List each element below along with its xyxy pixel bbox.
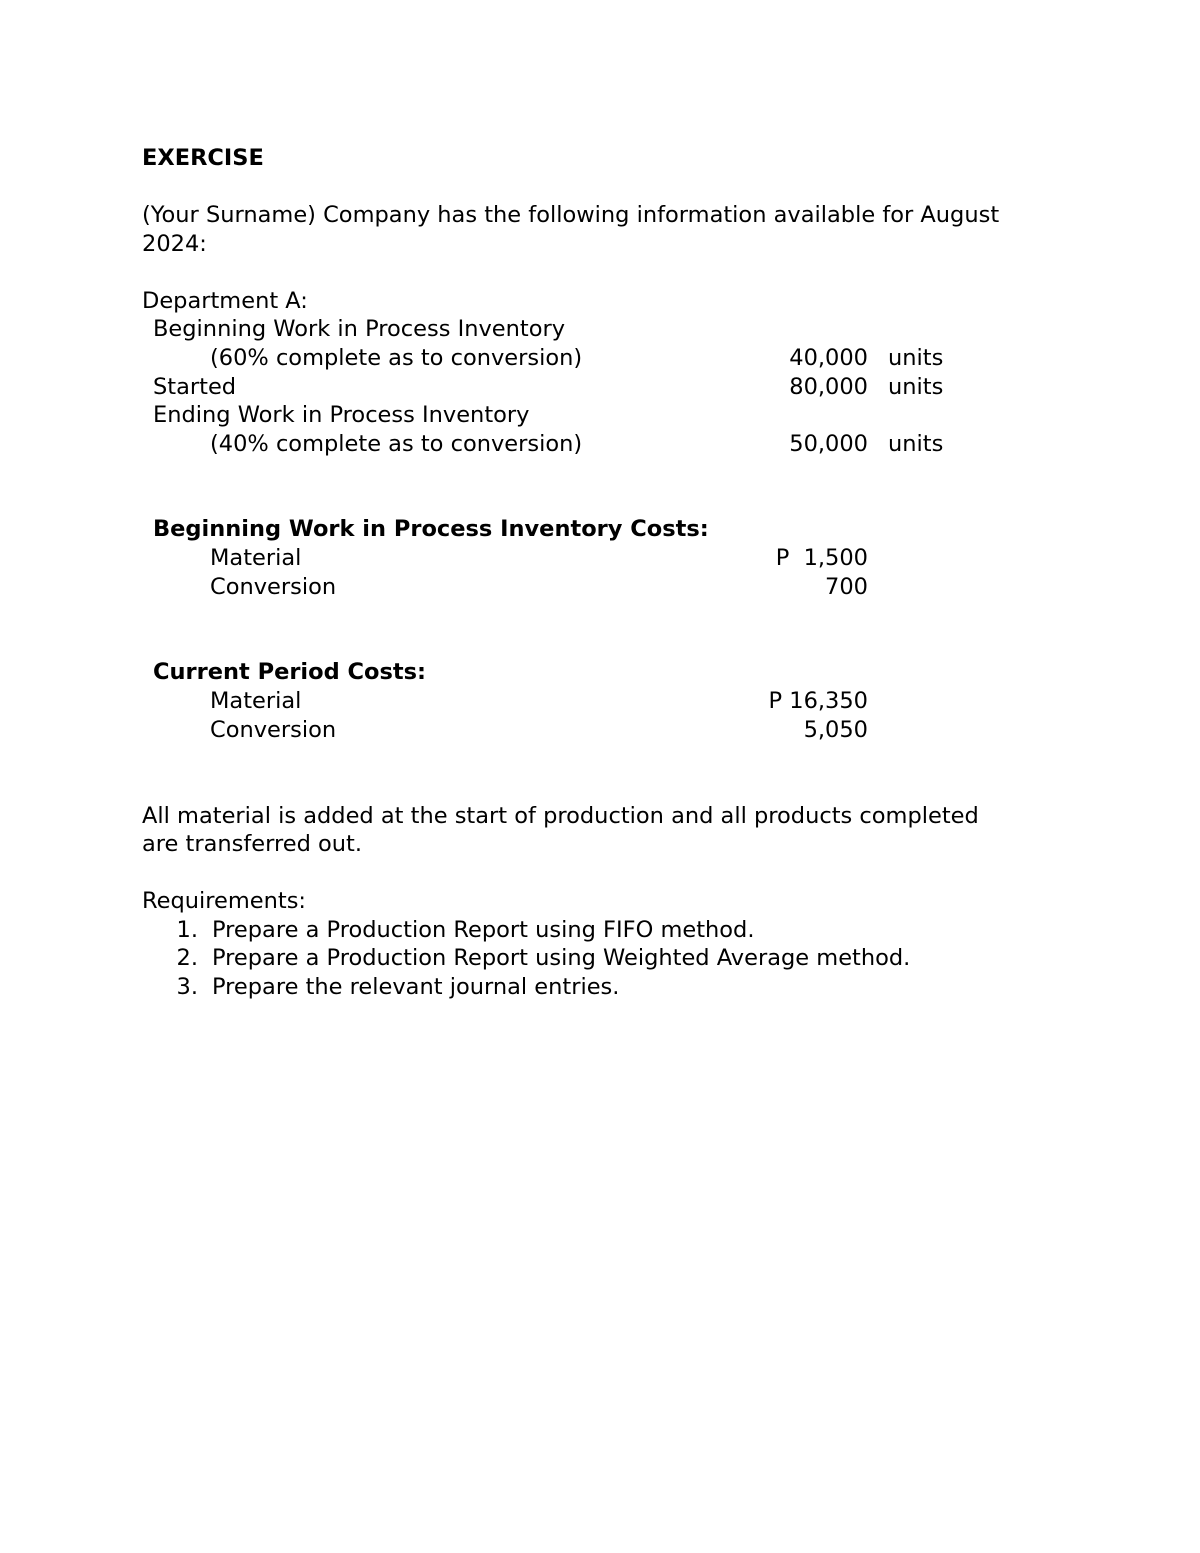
ending-wip-detail: (40% complete as to conversion) bbox=[210, 431, 583, 457]
current-conversion-value: 5,050 bbox=[803, 717, 868, 743]
exercise-title: EXERCISE bbox=[142, 145, 264, 171]
beginning-wip-detail: (60% complete as to conversion) bbox=[210, 345, 583, 371]
ending-wip-units-value: 50,000 bbox=[789, 431, 868, 457]
note-line-1: All material is added at the start of production and all products completed bbox=[142, 803, 979, 829]
beginning-conversion-value: 700 bbox=[825, 574, 868, 600]
requirement-number: 3. bbox=[176, 974, 198, 1000]
intro-line-1: (Your Surname) Company has the following information available for August bbox=[142, 202, 1000, 228]
ending-wip-label: Ending Work in Process Inventory bbox=[153, 402, 530, 428]
intro-line-2: 2024: bbox=[142, 231, 207, 257]
current-costs-heading: Current Period Costs: bbox=[153, 659, 427, 685]
requirement-number: 1. bbox=[176, 917, 198, 943]
requirement-text: Prepare a Production Report using Weighted Average method. bbox=[212, 945, 911, 971]
note-line-2: are transferred out. bbox=[142, 831, 363, 857]
ending-wip-units-word: units bbox=[888, 431, 944, 457]
started-units-word: units bbox=[888, 374, 944, 400]
requirement-text: Prepare the relevant journal entries. bbox=[212, 974, 620, 1000]
beginning-wip-units-value: 40,000 bbox=[789, 345, 868, 371]
current-material-label: Material bbox=[210, 688, 302, 714]
current-material-value: P 16,350 bbox=[768, 688, 868, 714]
beginning-conversion-label: Conversion bbox=[210, 574, 337, 600]
started-units-value: 80,000 bbox=[789, 374, 868, 400]
requirement-text: Prepare a Production Report using FIFO method. bbox=[212, 917, 755, 943]
beginning-material-value: P 1,500 bbox=[775, 545, 868, 571]
beginning-costs-heading: Beginning Work in Process Inventory Costs: bbox=[153, 516, 709, 542]
requirement-number: 2. bbox=[176, 945, 198, 971]
beginning-wip-label: Beginning Work in Process Inventory bbox=[153, 316, 566, 342]
department-label: Department A: bbox=[142, 288, 308, 314]
beginning-wip-units-word: units bbox=[888, 345, 944, 371]
current-conversion-label: Conversion bbox=[210, 717, 337, 743]
started-label: Started bbox=[153, 374, 237, 400]
beginning-material-label: Material bbox=[210, 545, 302, 571]
requirements-heading: Requirements: bbox=[142, 888, 307, 914]
